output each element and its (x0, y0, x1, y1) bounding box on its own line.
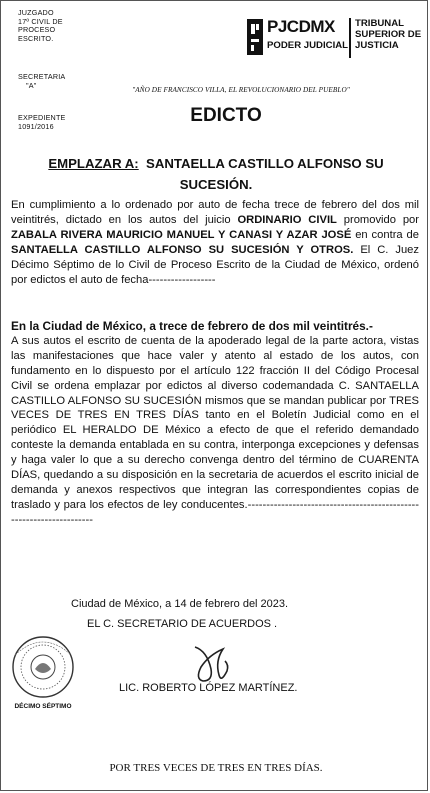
tribunal-line: SUPERIOR DE (355, 29, 422, 40)
paragraph-text: El C. Juez Décimo Séptimo de lo Civil de Proceso Escrito de la Ciudad de México, ordenó por edictos el auto de fecha (11, 243, 419, 286)
issue-date: Ciudad de México, a 14 de febrero del 2023. (71, 598, 289, 610)
expediente-number: 1091/2016 (18, 121, 54, 131)
defendants: SANTAELLA CASTILLO ALFONSO SU SUCESIÓN Y OTROS. (11, 243, 354, 256)
court-line: JUZGADO (18, 8, 54, 17)
logo-mark-icon (247, 19, 263, 55)
seal-caption: DÉCIMO SÉPTIMO (14, 703, 72, 710)
court-seal-icon (7, 631, 79, 711)
tribunal-line: TRIBUNAL (355, 18, 405, 29)
paragraph-text: promovido por (336, 213, 420, 226)
paragraph-ruling (11, 319, 419, 528)
expediente-label: EXPEDIENTE (18, 113, 66, 122)
court-line: ESCRITO. (18, 33, 54, 43)
court-line: 17º CIVIL DE (18, 16, 63, 26)
signature-icon (189, 641, 233, 687)
secretaria-label: SECRETARIA (18, 72, 66, 81)
paragraph-text: En cumplimiento a lo ordenado por auto de fecha trece de febrero del dos mil veintitrés, dictado en los autos del juicio (11, 199, 419, 226)
secretaria-value: "A" (26, 80, 37, 90)
logo-subtitle: PODER JUDICIAL (267, 40, 349, 51)
tribunal-line: JUSTICIA (355, 40, 399, 51)
subject-name-cont: SUCESIÓN. (179, 177, 253, 192)
expediente-block (18, 114, 66, 131)
paragraph-text: en contra de (351, 228, 419, 241)
court-heading (18, 9, 82, 43)
subject-label: EMPLAZAR A: (48, 156, 139, 171)
secretaria-block (18, 73, 65, 90)
publication-footer: POR TRES VECES DE TRES EN TRES DÍAS. (109, 762, 323, 774)
logo-brand: PJCDMX (267, 17, 335, 36)
ruling-date-heading: En la Ciudad de México, a trece de febrero de dos mil veintitrés.- (11, 319, 373, 333)
plaintiffs: ZABALA RIVERA MAURICIO MANUEL Y CANASI Y AZAR JOSÉ (11, 228, 352, 241)
signatory-name: LIC. ROBERTO LÓPEZ MARTÍNEZ. (119, 682, 298, 694)
paragraph-text: A sus autos el escrito de cuenta de la apoderado legal de la parte actora, vistas las manifestaciones que hace valer y atento al estado de los autos, con fundamento en lo dispuesto por el artículo 122 fracción II del Código Procesal Civil se ordena emplazar por edictos al diverso codemandada C. SANTAELLA CASTILLO ALFONSO SU SUCESIÓN mismos que se mandan publicar por TRES VECES DE TRES EN TRES DÍAS tanto en el Boletín Judicial como en el periódico EL HERALDO DE México a efecto de que el referido demandado conteste la demanda entablada en su contra, interponga excepciones y defensas y haga valer lo que a su derecho convenga dentro del término de CUARENTA DÍAS, quedando a su disposición en la secretaria de acuerdos el escrito inicial de demanda y anexos respectivos que integran las correspondientes copias de traslado y para los efectos de ley conducentes. (11, 334, 419, 511)
summons-subject (31, 153, 401, 195)
pjcdmx-logo (247, 15, 423, 63)
logo-divider (349, 18, 351, 58)
logo-tribunal (355, 18, 425, 51)
dash-filler: -------------------------------------------------------------------- (11, 498, 419, 526)
year-motto: "AÑO DE FRANCISCO VILLA, EL REVOLUCIONARIO DEL PUEBLO" (132, 86, 350, 94)
court-line: PROCESO (18, 25, 56, 35)
trial-type: ORDINARIO CIVIL (237, 213, 337, 226)
document-title: EDICTO (190, 105, 262, 126)
subject-name: SANTAELLA CASTILLO ALFONSO SU (146, 156, 384, 171)
paragraph-order (11, 198, 419, 287)
secretary-title: EL C. SECRETARIO DE ACUERDOS . (87, 618, 278, 630)
dash-filler: ------------------ (148, 273, 216, 286)
